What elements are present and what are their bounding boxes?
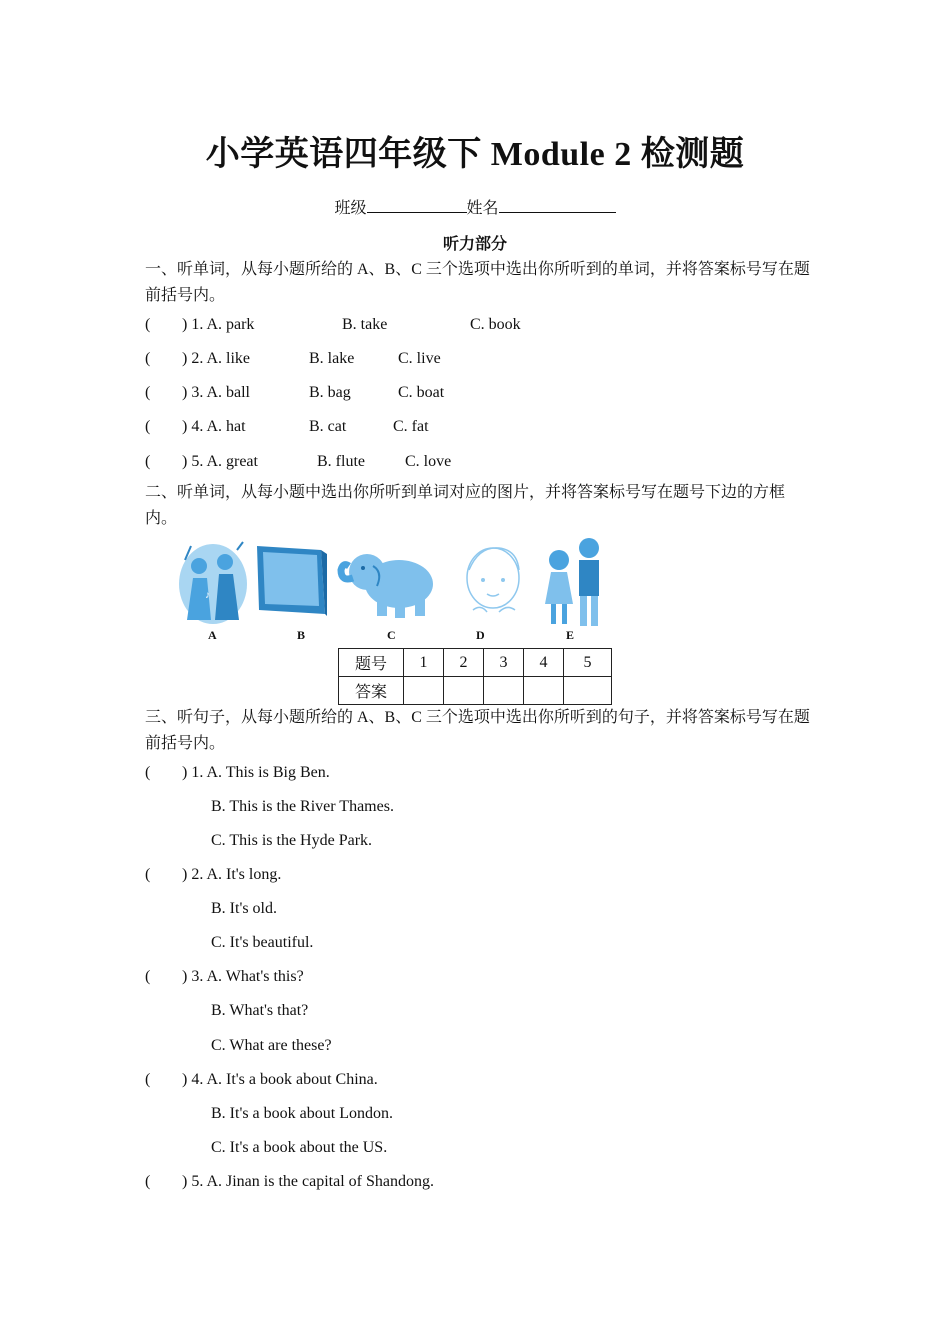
answer-cell[interactable] [444, 677, 484, 705]
table-row [339, 649, 612, 677]
option-b: B. bag [309, 384, 351, 401]
option-b: B. take [342, 316, 388, 333]
item-number-option-a: ) 3. A. ball [182, 384, 250, 401]
option-c: C. This is the Hyde Park. [211, 832, 373, 849]
option-b: B. lake [309, 350, 355, 367]
answer-cell[interactable] [484, 677, 524, 705]
answer-cell[interactable] [524, 677, 564, 705]
row-label-question-number: 题号 [339, 649, 404, 677]
name-label: 姓名 [466, 200, 499, 217]
girl-face-picture [459, 540, 529, 622]
option-b: B. It's old. [211, 900, 277, 917]
option-b: B. cat [309, 418, 347, 435]
question-number-cell: 3 [484, 649, 524, 677]
paren-open: ( [145, 968, 151, 985]
question-number-cell: 4 [524, 649, 564, 677]
page-title: 小学英语四年级下 Module 2 检测题 [205, 136, 745, 173]
item-number-option-a: ) 5. A. great [182, 453, 258, 470]
part2-instruction: 二、听单词，从每小题中选出你所听到单词对应的图片，并将答案标号写在题号下边的方框内。 [145, 484, 786, 527]
option-b: B. flute [317, 453, 365, 470]
svg-text:♪: ♪ [205, 590, 210, 601]
class-blank[interactable] [367, 198, 467, 213]
picture-label-d: D [476, 628, 485, 642]
tv-screen-picture [253, 542, 329, 618]
paren-open: ( [145, 1071, 151, 1088]
paren-open: ( [145, 1173, 151, 1190]
option-a: ) 1. A. This is Big Ben. [182, 764, 330, 781]
question-number-cell: 5 [564, 649, 612, 677]
paren-open: ( [145, 316, 151, 333]
item-number-option-a: ) 1. A. park [182, 316, 255, 333]
option-b: B. What's that? [211, 1002, 309, 1019]
answer-table [338, 648, 612, 705]
section-heading-listening: 听力部分 [442, 236, 507, 253]
option-c: C. It's a book about the US. [211, 1139, 388, 1156]
option-b: B. This is the River Thames. [211, 798, 394, 815]
option-c: C. fat [393, 418, 429, 435]
answer-cell[interactable] [564, 677, 612, 705]
option-c: C. What are these? [211, 1037, 332, 1054]
question-number-cell: 2 [444, 649, 484, 677]
option-c: C. love [405, 453, 452, 470]
singers-picture [177, 540, 249, 626]
part3-instruction: 三、听句子，从每小题所给的 A、B、C 三个选项中选出你所听到的句子，并将答案标号写在题前括号内。 [145, 709, 810, 752]
paren-open: ( [145, 350, 151, 367]
paren-open: ( [145, 418, 151, 435]
option-b: B. It's a book about London. [211, 1105, 393, 1122]
item-number-option-a: ) 4. A. hat [182, 418, 246, 435]
class-label: 班级 [334, 200, 367, 217]
option-c: C. live [398, 350, 441, 367]
picture-label-e: E [566, 628, 575, 642]
option-c: C. boat [398, 384, 445, 401]
picture-label-c: C [387, 628, 396, 642]
paren-open: ( [145, 453, 151, 470]
option-a: ) 2. A. It's long. [182, 866, 282, 883]
paren-open: ( [145, 764, 151, 781]
option-a: ) 5. A. Jinan is the capital of Shandong. [182, 1173, 434, 1190]
two-people-picture [539, 534, 611, 630]
picture-label-b: B [297, 628, 306, 642]
student-info-line [0, 195, 950, 218]
name-blank[interactable] [499, 198, 616, 213]
paren-open: ( [145, 384, 151, 401]
option-c: C. book [470, 316, 521, 333]
paren-open: ( [145, 866, 151, 883]
option-c: C. It's beautiful. [211, 934, 314, 951]
part1-instruction: 一、听单词，从每小题所给的 A、B、C 三个选项中选出你所听到的单词，并将答案标号写在题前括号内。 [145, 261, 810, 304]
picture-strip [177, 532, 617, 644]
elephant-picture [337, 542, 437, 622]
row-label-answer: 答案 [339, 677, 404, 705]
item-number-option-a: ) 2. A. like [182, 350, 250, 367]
picture-label-a: A [208, 628, 217, 642]
answer-cell[interactable] [404, 677, 444, 705]
table-row [339, 677, 612, 705]
option-a: ) 4. A. It's a book about China. [182, 1071, 378, 1088]
option-a: ) 3. A. What's this? [182, 968, 304, 985]
question-number-cell: 1 [404, 649, 444, 677]
